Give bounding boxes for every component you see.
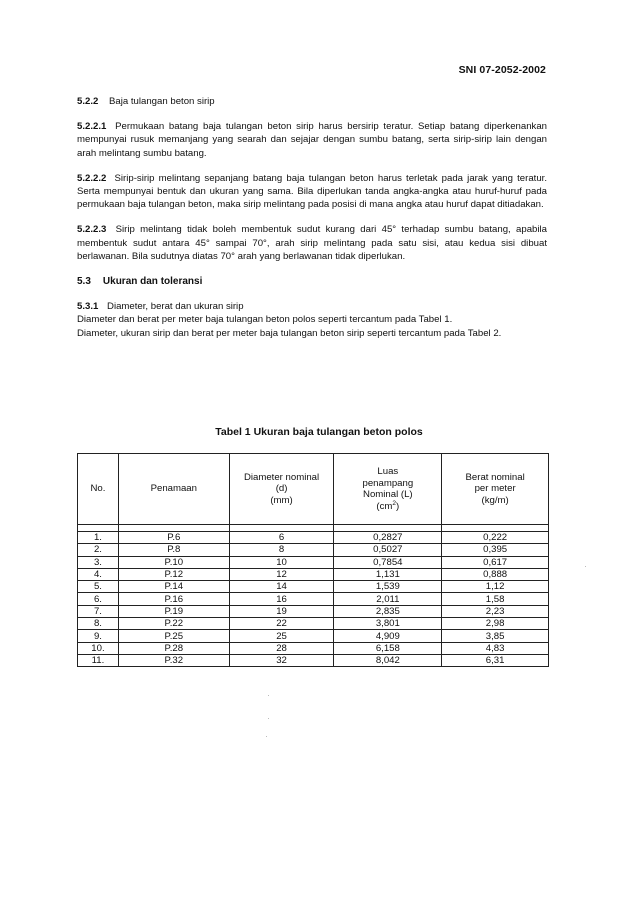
- cell-luas: 2,835: [334, 605, 442, 617]
- cell-penamaan: P.14: [118, 581, 229, 593]
- table-title: Tabel 1 Ukuran baja tulangan beton polos: [215, 426, 423, 438]
- cell-luas: 1,131: [334, 568, 442, 580]
- paragraph-5-2-2-3: [77, 223, 547, 263]
- section-5-3-1-line-1: Diameter dan berat per meter baja tulangan beton polos seperti tercantum pada Tabel 1.: [77, 314, 453, 326]
- cell-diameter: 8: [229, 544, 334, 556]
- header-berat: Berat nominal per meter (kg/m): [442, 454, 549, 525]
- section-number: 5.3: [77, 276, 91, 288]
- cell-diameter: 28: [229, 642, 334, 654]
- cell-no: 8.: [78, 618, 119, 630]
- scan-speck: [585, 566, 586, 567]
- cell-berat: 2,98: [442, 618, 549, 630]
- scan-speck: [268, 718, 269, 719]
- scan-speck: [266, 736, 267, 737]
- cell-luas: 4,909: [334, 630, 442, 642]
- table-row: [78, 593, 549, 605]
- cell-berat: 3,85: [442, 630, 549, 642]
- cell-no: 7.: [78, 605, 119, 617]
- header-diameter: Diameter nominal (d) (mm): [229, 454, 334, 525]
- cell-no: 10.: [78, 642, 119, 654]
- cell-berat: 4,83: [442, 642, 549, 654]
- section-5-2-2-heading: [77, 95, 547, 108]
- table-row: [78, 568, 549, 580]
- cell-penamaan: P.22: [118, 618, 229, 630]
- cell-no: 4.: [78, 568, 119, 580]
- cell-diameter: 6: [229, 532, 334, 544]
- cell-no: 6.: [78, 593, 119, 605]
- cell-penamaan: P.25: [118, 630, 229, 642]
- table-row: [78, 630, 549, 642]
- cell-berat: 2,23: [442, 605, 549, 617]
- cell-diameter: 19: [229, 605, 334, 617]
- header-luas: Luas penampang Nominal (L) $(cm^2)$: [334, 454, 442, 525]
- cell-no: 11.: [78, 654, 119, 666]
- cell-penamaan: P.12: [118, 568, 229, 580]
- paragraph-text: Sirip melintang tidak boleh membentuk sudut kurang dari 45° terhadap sumbu batang, apabila membentuk sudut antara 45° sampai 70°, arah sirip melintang pada satu sisi, atau kedua sisi dibuat berlawanan. Bila sudutnya diatas 70° arah yang berlawanan tidak diperlukan.: [77, 224, 547, 262]
- cell-diameter: 14: [229, 581, 334, 593]
- table-row: [78, 544, 549, 556]
- cell-berat: 0,888: [442, 568, 549, 580]
- cell-penamaan: P.6: [118, 532, 229, 544]
- cell-luas: 1,539: [334, 581, 442, 593]
- table-row: [78, 605, 549, 617]
- cell-no: 2.: [78, 544, 119, 556]
- standard-id: SNI 07-2052-2002: [458, 64, 546, 76]
- section-number: 5.3.1: [77, 301, 99, 313]
- cell-penamaan: P.8: [118, 544, 229, 556]
- table-row: [78, 642, 549, 654]
- cell-diameter: 16: [229, 593, 334, 605]
- table-row: [78, 556, 549, 568]
- section-title: Diameter, berat dan ukuran sirip: [107, 301, 244, 313]
- paragraph-5-2-2-1: [77, 120, 547, 160]
- table-row: [78, 618, 549, 630]
- section-5-3-1: [77, 300, 547, 340]
- cell-penamaan: P.32: [118, 654, 229, 666]
- section-number: 5.2.2: [77, 96, 99, 107]
- cell-penamaan: P.16: [118, 593, 229, 605]
- cell-diameter: 12: [229, 568, 334, 580]
- header-separator: [78, 525, 549, 532]
- cell-berat: 0,617: [442, 556, 549, 568]
- cell-luas: 0,7854: [334, 556, 442, 568]
- cell-diameter: 25: [229, 630, 334, 642]
- cell-penamaan: P.10: [118, 556, 229, 568]
- cell-no: 5.: [78, 581, 119, 593]
- cell-no: 9.: [78, 630, 119, 642]
- cell-berat: 0,222: [442, 532, 549, 544]
- cell-berat: 0,395: [442, 544, 549, 556]
- cell-no: 1.: [78, 532, 119, 544]
- table-header-row: [78, 454, 549, 525]
- dimension-table: [77, 453, 549, 667]
- paragraph-number: 5.2.2.1: [77, 121, 107, 133]
- paragraph-text: Sirip-sirip melintang sepanjang batang baja tulangan beton harus terletak pada jarak yang teratur. Serta mempunyai bentuk dan ukuran yang sama. Bila diperlukan tanda angka-angka atau huruf-huruf pada permukaan baja tulangan beton, maka sirip melintang pada posisi di mana angka atau huruf dapat ditiadakan.: [77, 172, 547, 211]
- header-penamaan: Penamaan: [118, 454, 229, 525]
- cell-luas: 3,801: [334, 618, 442, 630]
- cell-luas: 0,2827: [334, 532, 442, 544]
- cell-diameter: 32: [229, 654, 334, 666]
- cell-berat: 1,12: [442, 581, 549, 593]
- cell-luas: 2,011: [334, 593, 442, 605]
- cell-berat: 1,58: [442, 593, 549, 605]
- paragraph-number: 5.2.2.2: [77, 172, 107, 184]
- header-no: No.: [78, 454, 119, 525]
- cell-diameter: 22: [229, 618, 334, 630]
- cell-penamaan: P.19: [118, 605, 229, 617]
- document-body: [77, 95, 547, 340]
- section-5-3-1-line-2: Diameter, ukuran sirip dan berat per meter baja tulangan beton sirip seperti tercantum pada Tabel 2.: [77, 327, 502, 339]
- cell-luas: 0,5027: [334, 544, 442, 556]
- paragraph-number: 5.2.2.3: [77, 224, 107, 236]
- cell-penamaan: P.28: [118, 642, 229, 654]
- cell-no: 3.: [78, 556, 119, 568]
- section-5-3-1-heading: [77, 300, 547, 313]
- table-row: [78, 581, 549, 593]
- paragraph-text: Permukaan batang baja tulangan beton sirip harus bersirip teratur. Setiap batang diperkenankan mempunyai rusuk memanjang yang searah dan sejajar dengan sumbu batang, serta sirip-sirip lain dengan arah melintang sumbu batang.: [77, 121, 547, 159]
- scan-speck: [268, 695, 269, 696]
- paragraph-5-2-2-2: [77, 172, 547, 212]
- section-title: Baja tulangan beton sirip: [109, 96, 215, 107]
- table-row: [78, 532, 549, 544]
- section-title: Ukuran dan toleransi: [102, 276, 203, 288]
- cell-berat: 6,31: [442, 654, 549, 666]
- cell-diameter: 10: [229, 556, 334, 568]
- cell-luas: 8,042: [334, 654, 442, 666]
- section-5-3-heading: [77, 275, 547, 288]
- table-row: [78, 654, 549, 666]
- cell-luas: 6,158: [334, 642, 442, 654]
